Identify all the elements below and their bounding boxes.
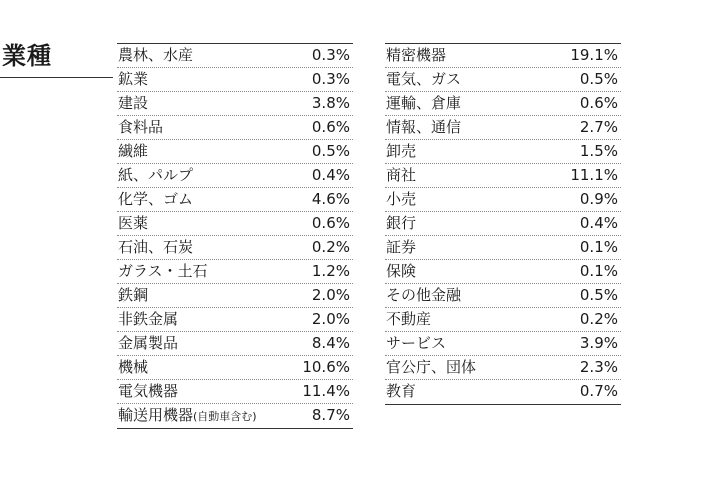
industry-share-value: 0.6% <box>311 118 350 136</box>
industry-share-value: 1.5% <box>579 142 618 160</box>
industry-name: 医薬 <box>118 214 149 232</box>
industry-label <box>118 356 148 379</box>
table-row <box>385 236 621 260</box>
table-row <box>385 332 621 356</box>
industry-name: 保険 <box>386 262 417 280</box>
industry-share-value: 19.1% <box>570 46 618 64</box>
table-row <box>117 308 353 332</box>
industry-name: 不動産 <box>386 310 432 328</box>
industry-label <box>118 236 193 259</box>
table-row <box>117 260 353 284</box>
industry-share-value: 0.2% <box>311 238 350 256</box>
industry-share-value: 10.6% <box>302 358 350 376</box>
industry-share-value: 0.7% <box>579 382 618 400</box>
table-row <box>385 92 621 116</box>
industry-share-value: 0.1% <box>579 238 618 256</box>
table-row <box>385 212 621 236</box>
industry-label <box>118 164 193 187</box>
table-row <box>117 212 353 236</box>
industry-share-value: 0.6% <box>311 214 350 232</box>
industry-share-value: 0.2% <box>579 310 618 328</box>
industry-label <box>118 68 148 91</box>
industry-label <box>118 188 193 211</box>
table-row <box>117 404 353 428</box>
industry-label <box>386 380 416 403</box>
industry-label <box>118 404 257 428</box>
industry-name: 食料品 <box>118 118 164 136</box>
industry-share-value: 2.3% <box>579 358 618 376</box>
industry-label <box>386 92 461 115</box>
table-row <box>385 356 621 380</box>
industry-share-value: 0.4% <box>311 166 350 184</box>
industry-name: 農林、水産 <box>118 46 194 64</box>
industry-share-value: 1.2% <box>311 262 350 280</box>
industry-share-value: 2.0% <box>311 310 350 328</box>
table-row <box>385 68 621 92</box>
industry-share-value: 0.5% <box>579 286 618 304</box>
industry-label <box>386 116 461 139</box>
industry-share-value: 8.4% <box>311 334 350 352</box>
industry-label <box>386 212 416 235</box>
industry-name: 非鉄金属 <box>118 310 179 328</box>
table-row <box>385 380 621 404</box>
industry-label <box>118 116 163 139</box>
industry-name: 繊維 <box>118 142 149 160</box>
industry-label <box>386 68 461 91</box>
table-row <box>117 284 353 308</box>
industry-share-value: 0.9% <box>579 190 618 208</box>
table-row <box>117 92 353 116</box>
industry-table-right <box>385 43 621 405</box>
industry-name: 石油、石炭 <box>118 238 194 256</box>
industry-name: 輸送用機器 <box>118 406 194 424</box>
table-row <box>117 68 353 92</box>
industry-name: 官公庁、団体 <box>386 358 477 376</box>
table-row <box>117 380 353 404</box>
industry-label <box>386 260 416 283</box>
table-row <box>117 164 353 188</box>
industry-name: 金属製品 <box>118 334 179 352</box>
table-row <box>385 116 621 140</box>
industry-label <box>386 236 416 259</box>
table-row <box>385 188 621 212</box>
table-row <box>117 44 353 68</box>
industry-name: 電気、ガス <box>386 70 462 88</box>
table-row <box>385 44 621 68</box>
industry-label <box>386 164 416 187</box>
industry-name: 証券 <box>386 238 417 256</box>
industry-note: (自動車含む) <box>193 410 257 423</box>
industry-label <box>118 308 178 331</box>
industry-label <box>386 332 446 355</box>
industry-label <box>386 44 446 67</box>
industry-share-value: 3.9% <box>579 334 618 352</box>
industry-name: 教育 <box>386 382 417 400</box>
industry-name: 紙、パルプ <box>118 166 194 184</box>
industry-label <box>118 140 148 163</box>
industry-name: サービス <box>386 334 447 352</box>
industry-share-value: 0.3% <box>311 70 350 88</box>
industry-name: ガラス・土石 <box>118 262 208 280</box>
heading-text: 業種 <box>2 42 52 70</box>
industry-label <box>118 44 193 67</box>
industry-share-value: 2.7% <box>579 118 618 136</box>
industry-name: 運輸、倉庫 <box>386 94 462 112</box>
industry-share-value: 11.4% <box>302 382 350 400</box>
industry-share-value: 11.1% <box>570 166 618 184</box>
table-row <box>117 356 353 380</box>
industry-share-value: 4.6% <box>311 190 350 208</box>
industry-share-value: 8.7% <box>311 406 350 424</box>
industry-label <box>386 140 416 163</box>
industry-share-value: 0.6% <box>579 94 618 112</box>
table-row <box>385 260 621 284</box>
industry-label <box>386 308 431 331</box>
industry-label <box>118 332 178 355</box>
industry-name: 機械 <box>118 358 149 376</box>
industry-name: 小売 <box>386 190 417 208</box>
industry-label <box>386 356 476 379</box>
industry-label <box>118 92 148 115</box>
industry-label <box>118 284 148 307</box>
industry-share-value: 2.0% <box>311 286 350 304</box>
table-row <box>117 332 353 356</box>
industry-name: 建設 <box>118 94 149 112</box>
industry-name: 化学、ゴム <box>118 190 194 208</box>
industry-name: 精密機器 <box>386 46 447 64</box>
section-heading <box>0 40 113 78</box>
industry-label <box>118 260 208 283</box>
table-row <box>117 116 353 140</box>
table-row <box>385 140 621 164</box>
industry-name: 卸売 <box>386 142 417 160</box>
industry-share-value: 0.1% <box>579 262 618 280</box>
industry-label <box>386 188 416 211</box>
industry-name: 商社 <box>386 166 417 184</box>
industry-table-left <box>117 43 353 429</box>
industry-label <box>118 212 148 235</box>
industry-label <box>118 380 178 403</box>
industry-share-value: 0.5% <box>579 70 618 88</box>
industry-share-value: 0.4% <box>579 214 618 232</box>
industry-share-value: 0.3% <box>311 46 350 64</box>
table-row <box>385 284 621 308</box>
table-row <box>117 188 353 212</box>
industry-name: 情報、通信 <box>386 118 462 136</box>
industry-name: 電気機器 <box>118 382 179 400</box>
industry-name: 銀行 <box>386 214 417 232</box>
industry-label <box>386 284 461 307</box>
table-row <box>117 140 353 164</box>
industry-name: その他金融 <box>386 286 462 304</box>
industry-name: 鉄鋼 <box>118 286 149 304</box>
industry-name: 鉱業 <box>118 70 149 88</box>
industry-share-value: 0.5% <box>311 142 350 160</box>
table-row <box>385 164 621 188</box>
table-row <box>117 236 353 260</box>
industry-share-value: 3.8% <box>311 94 350 112</box>
table-row <box>385 308 621 332</box>
